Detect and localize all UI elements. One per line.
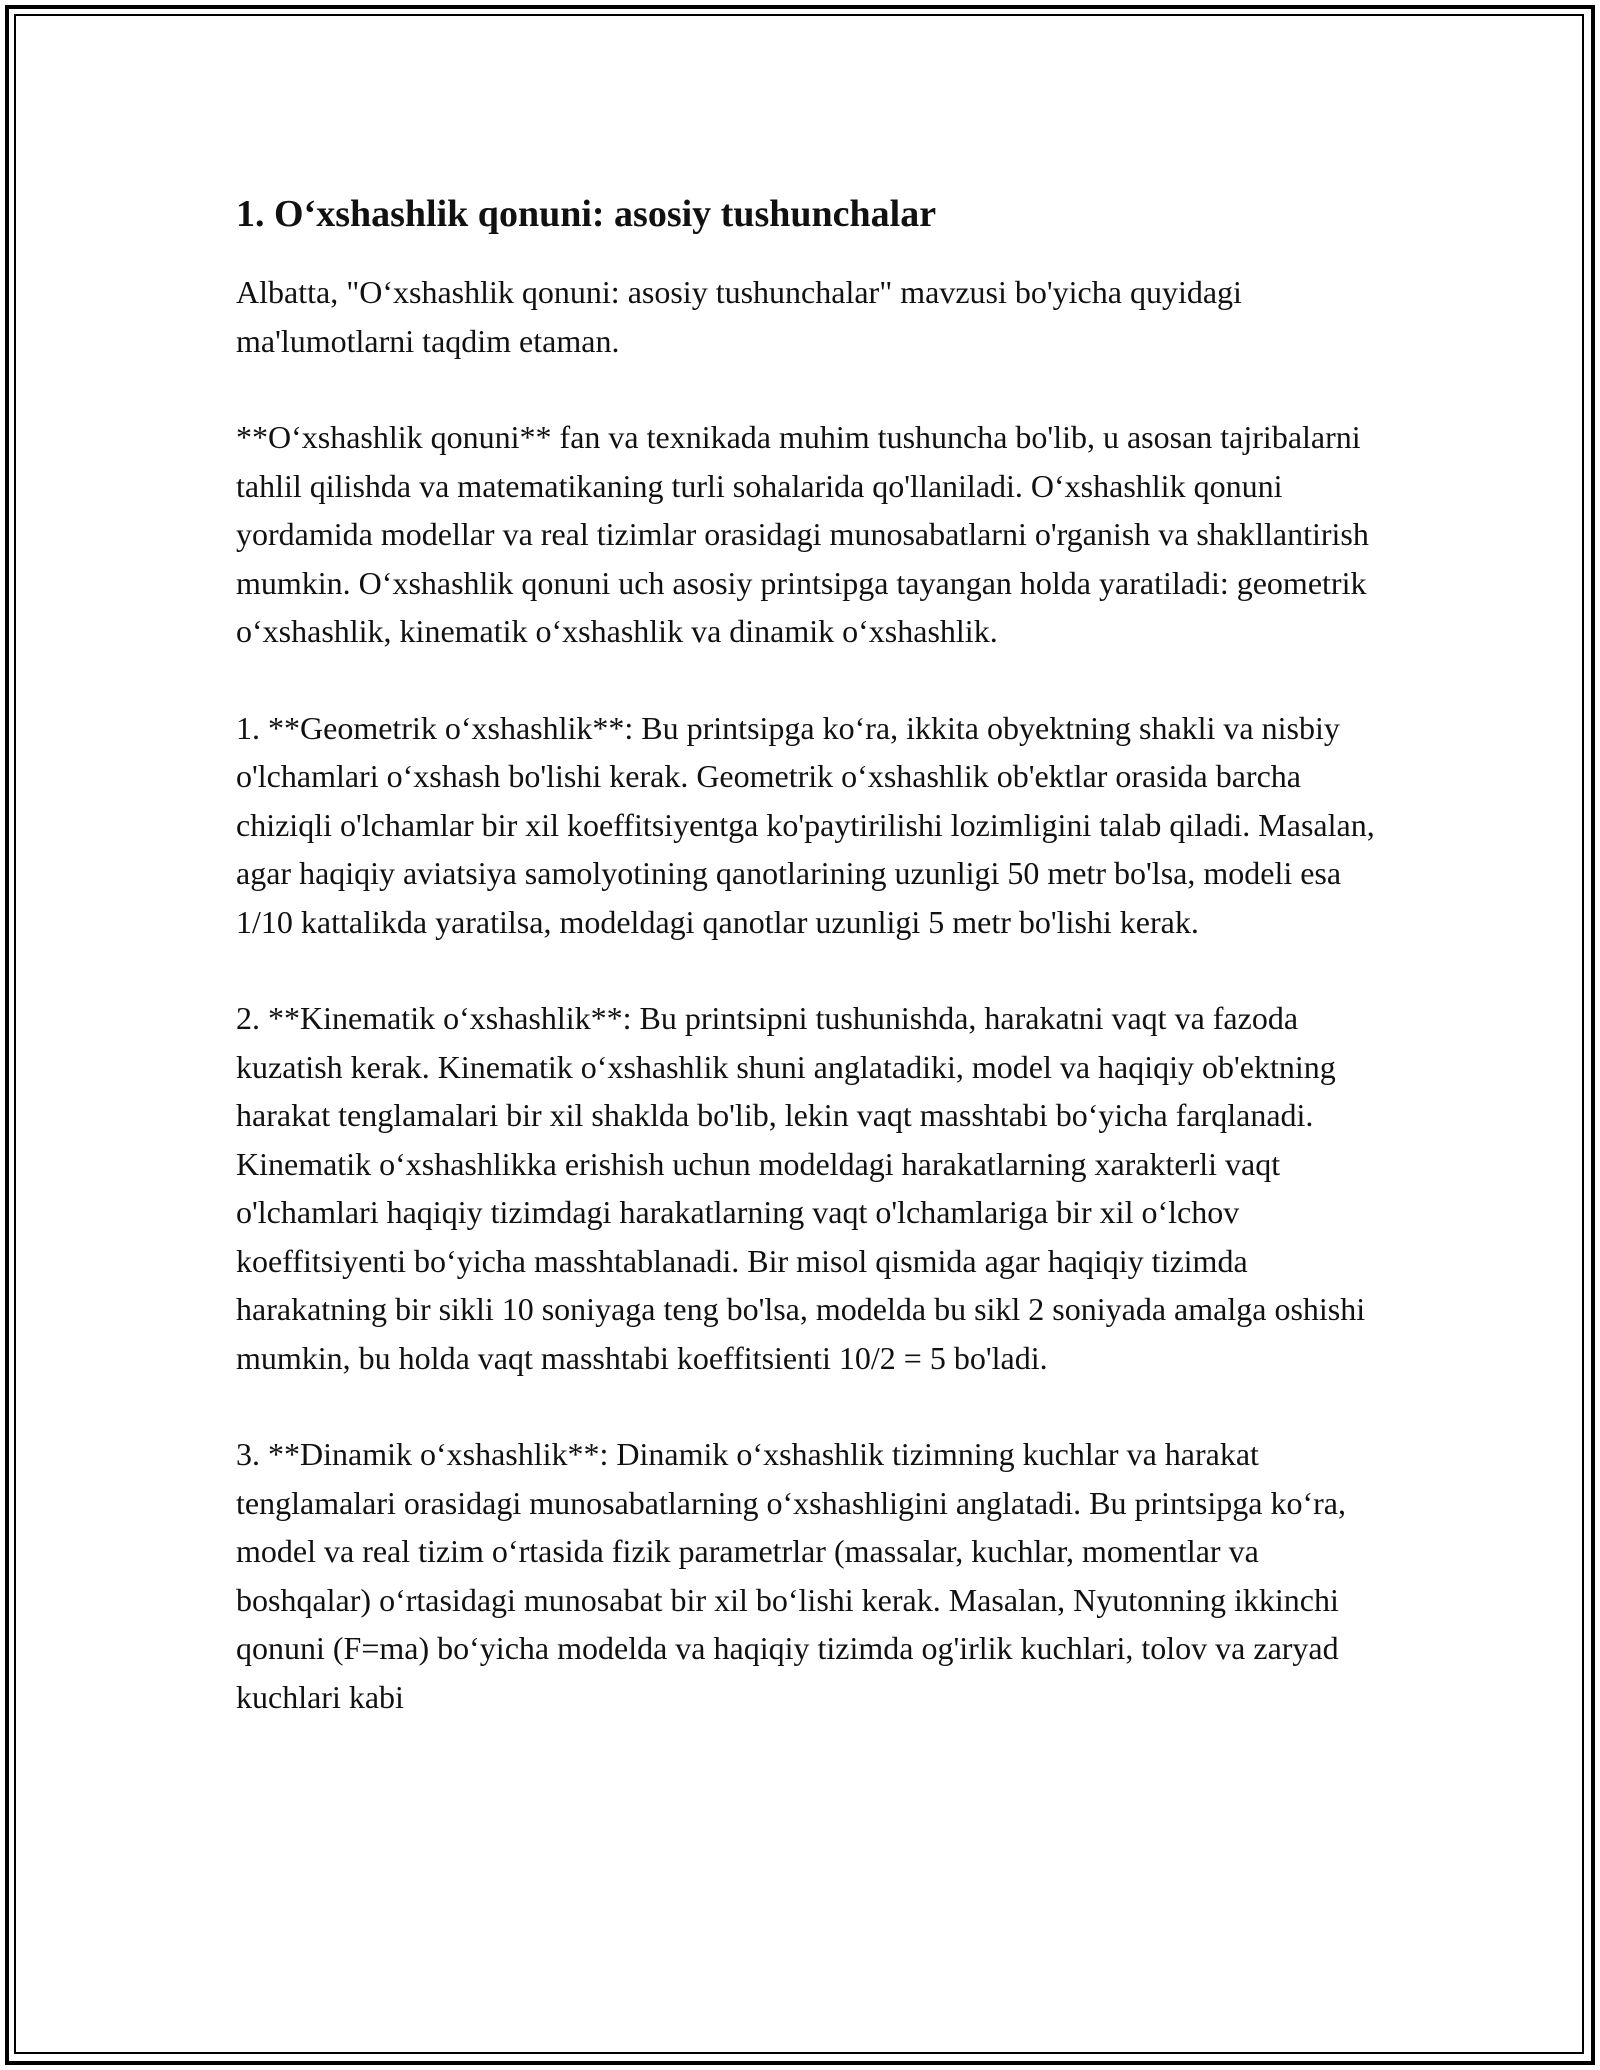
document-body bbox=[236, 186, 1376, 1721]
definition-paragraph: **O‘xshashlik qonuni** fan va texnikada muhim tushuncha bo'lib, u asosan tajribalarni tahlil qilishda va matematikaning turli sohalarida qo'llaniladi. O‘xshashlik qonuni yordamida modellar va real tizimlar orasidagi munosabatlarni o'rganish va shakllantirish mumkin. O‘xshashlik qonuni uch asosiy printsipga tayangan holda yaratiladi: geometrik o‘xshashlik, kinematik o‘xshashlik va dinamik o‘xshashlik. bbox=[236, 419, 1369, 649]
section-title: 1. O‘xshashlik qonuni: asosiy tushunchalar bbox=[236, 193, 937, 235]
kinematic-similarity-paragraph: 2. **Kinematik o‘xshashlik**: Bu printsipni tushunishda, harakatni vaqt va fazoda kuzatish kerak. Kinematik o‘xshashlik shuni anglatadiki, model va haqiqiy ob'ektning harakat tenglamalari bir xil shaklda bo'lib, lekin vaqt masshtabi bo‘yicha farqlanadi. Kinematik o‘xshashlikka erishish uchun modeldagi harakatlarning xarakterli vaqt o'lchamlari haqiqiy tizimdagi harakatlarning vaqt o'lchamlariga bir xil o‘lchov koeffitsiyenti bo‘yicha masshtablanadi. Bir misol qismida agar haqiqiy tizimda harakatning bir sikli 10 soniyaga teng bo'lsa, modelda bu sikl 2 soniyada amalga oshishi mumkin, bu holda vaqt masshtabi koeffitsienti 10/2 = 5 bo'ladi. bbox=[236, 1000, 1366, 1376]
dynamic-similarity-paragraph: 3. **Dinamik o‘xshashlik**: Dinamik o‘xshashlik tizimning kuchlar va harakat tenglamalari orasidagi munosabatlarning o‘xshashligini anglatadi. Bu printsipga ko‘ra, model va real tizim o‘rtasida fizik parametrlar (massalar, kuchlar, momentlar va boshqalar) o‘rtasidagi munosabat bir xil bo‘lishi kerak. Masalan, Nyutonning ikkinchi qonuni (F=ma) bo‘yicha modelda va haqiqiy tizimda og'irlik kuchlari, tolov va zaryad kuchlari kabi bbox=[236, 1436, 1346, 1715]
geometric-similarity-paragraph: 1. **Geometrik o‘xshashlik**: Bu printsipga ko‘ra, ikkita obyektning shakli va nisbiy o'lchamlari o‘xshash bo'lishi kerak. Geometrik o‘xshashlik ob'ektlar orasida barcha chiziqli o'lchamlar bir xil koeffitsiyentga ko'paytirilishi lozimligini talab qiladi. Masalan, agar haqiqiy aviatsiya samolyotining qanotlarining uzunligi 50 metr bo'lsa, modeli esa 1/10 kattalikda yaratilsa, modeldagi qanotlar uzunligi 5 metr bo'lishi kerak. bbox=[236, 709, 1375, 940]
intro-paragraph: Albatta, "O‘xshashlik qonuni: asosiy tushunchalar" mavzusi bo'yicha quyidagi ma'lumotlarni taqdim etaman. bbox=[236, 274, 1242, 359]
